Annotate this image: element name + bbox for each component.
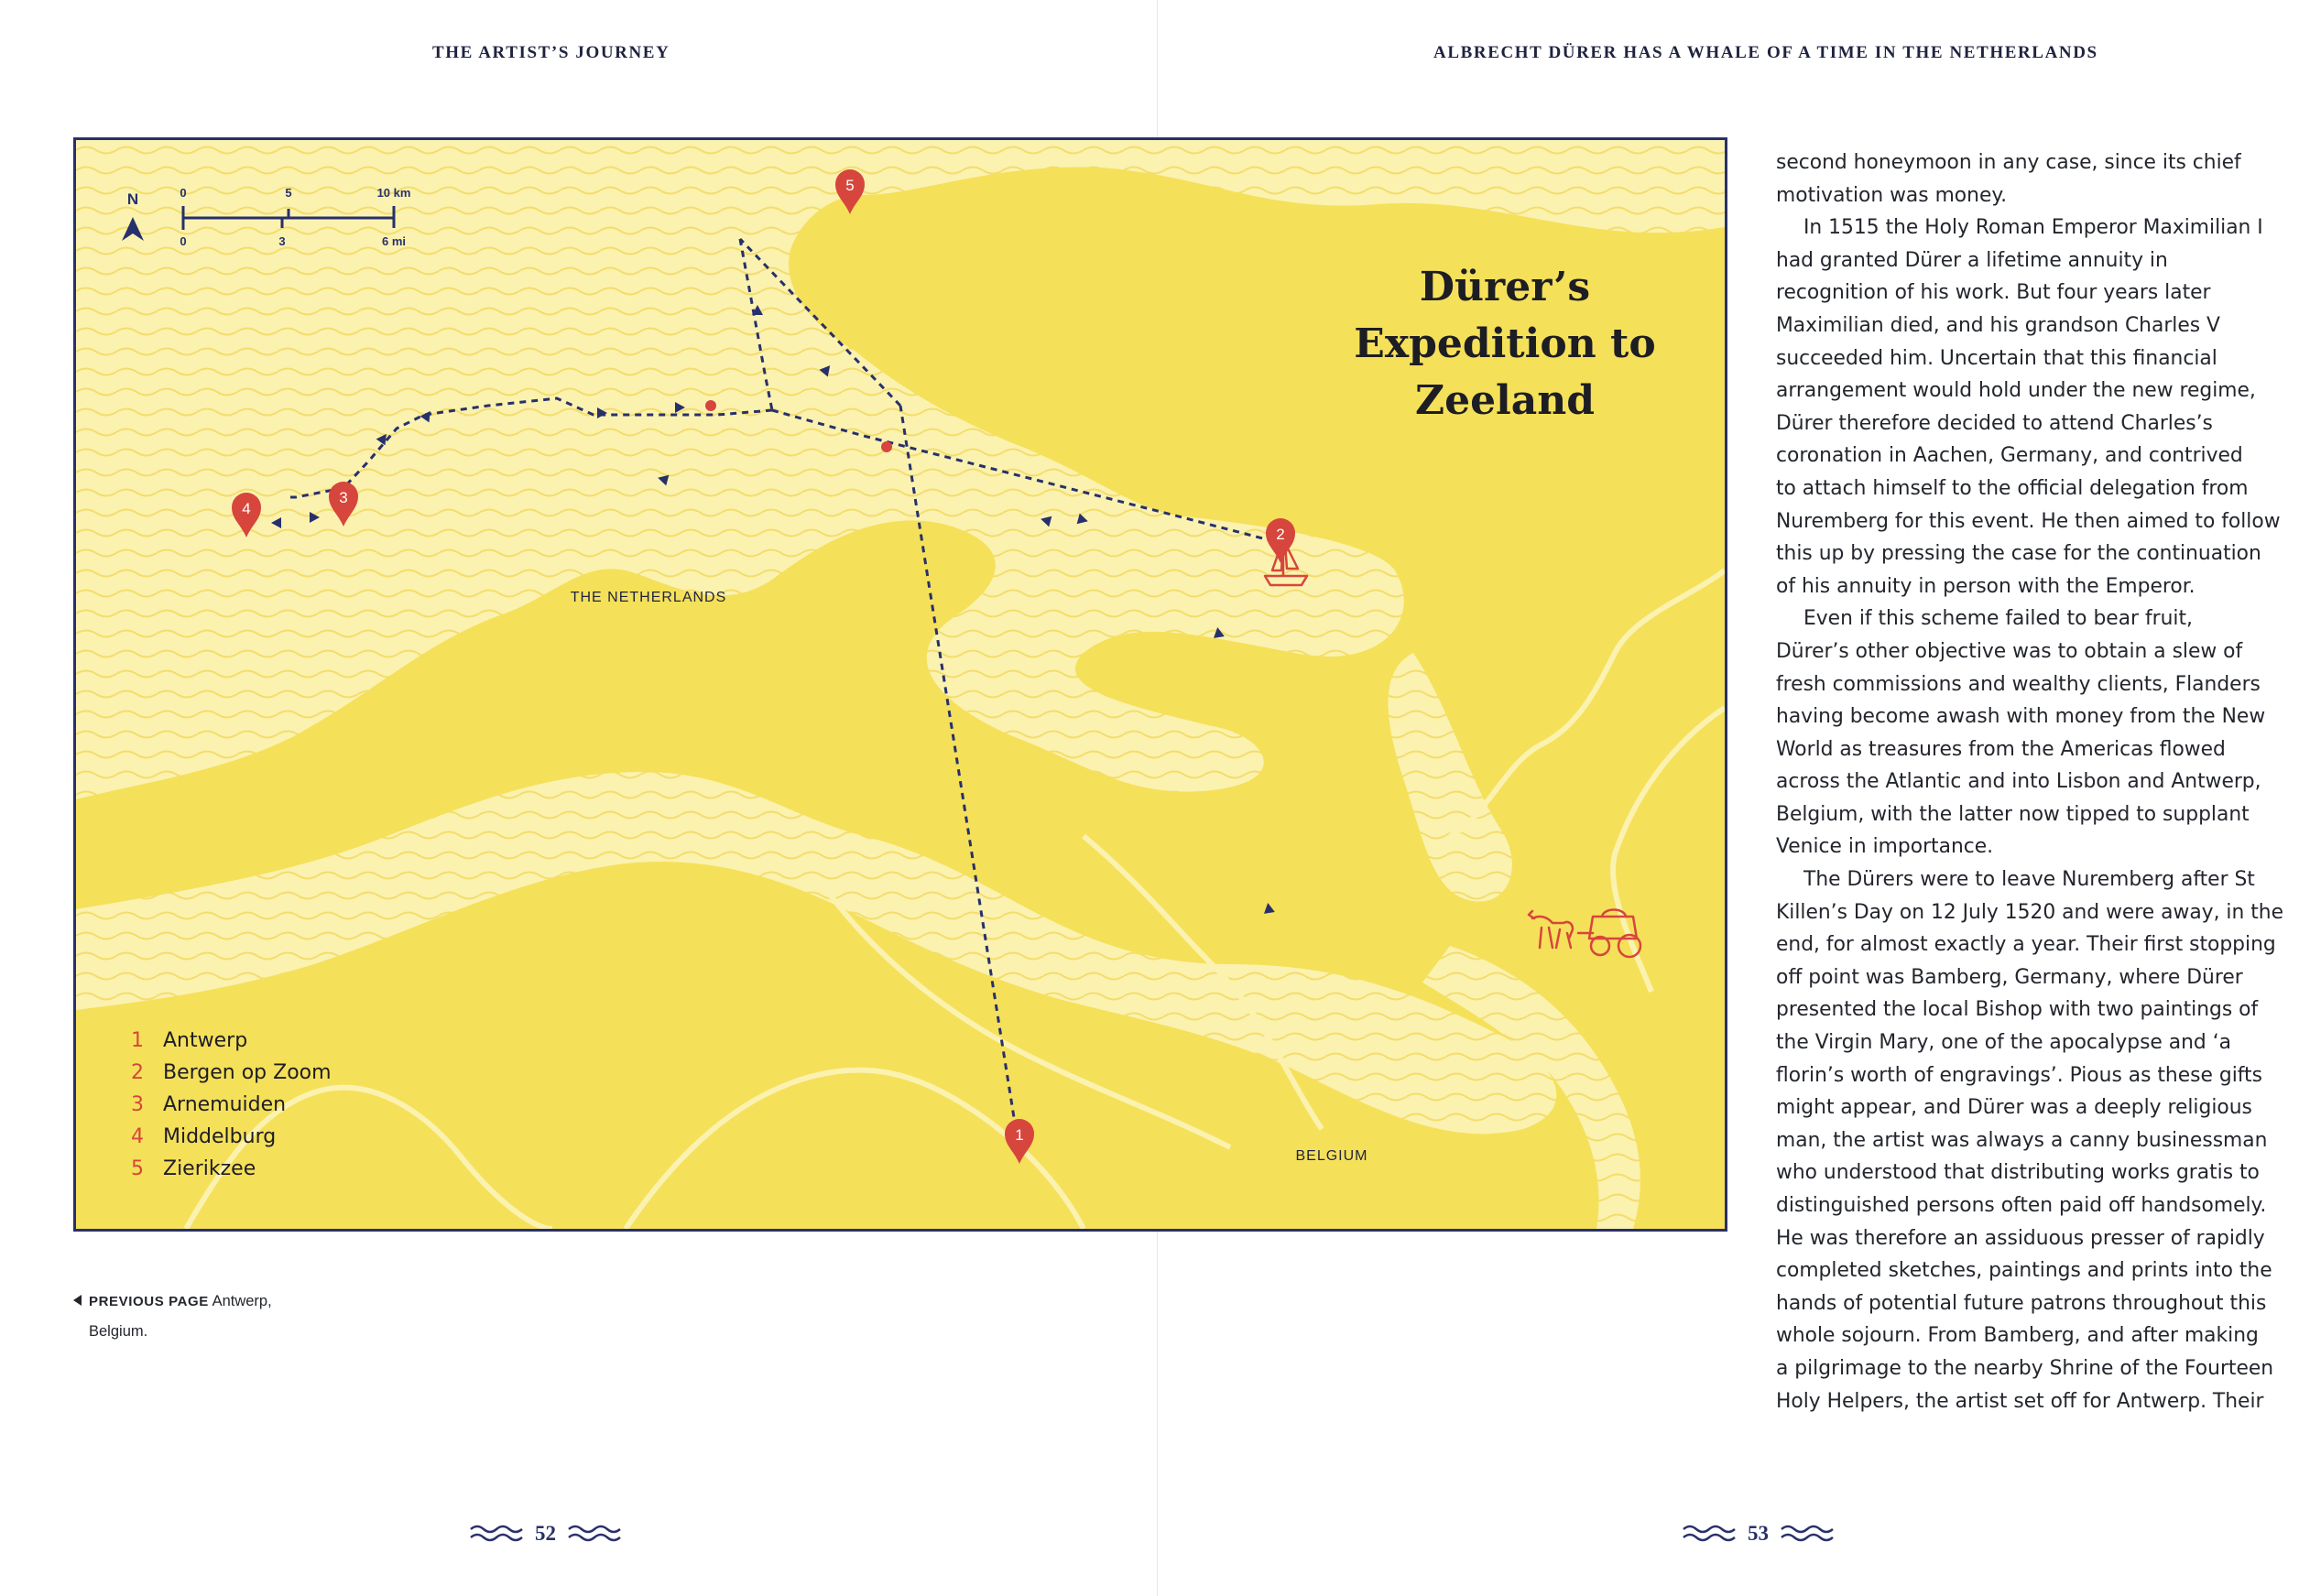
body-text-line: of his annuity in person with the Emperor. (1776, 574, 2195, 598)
eastern-inlet (1389, 653, 1512, 902)
wave-ornament-icon (567, 1524, 622, 1544)
page-number-right: 53 (1748, 1522, 1769, 1545)
body-text-line: Dürer therefore decided to attend Charles’s (1776, 411, 2213, 435)
caption-text-line-2: Belgium. (89, 1323, 148, 1340)
photo-caption (73, 1287, 272, 1346)
body-text-line: Holy Helpers, the artist set off for Antwerp. Their (1776, 1389, 2264, 1413)
body-text-line: might appear, and Dürer was a deeply religious (1776, 1096, 2252, 1120)
body-text-line: this up by pressing the case for the continuation (1776, 542, 2261, 566)
legend-place-3: Arnemuiden (163, 1093, 287, 1116)
waypoint-dot (705, 400, 716, 411)
legend-number-3: 3 (131, 1093, 144, 1116)
caption-text-line-1: Antwerp, (212, 1293, 272, 1309)
map-legend (131, 1029, 332, 1180)
wave-ornament-icon (1780, 1524, 1835, 1544)
body-text-line: Killen’s Day on 12 July 1520 and were away, in the (1776, 900, 2284, 924)
legend-number-2: 2 (131, 1061, 144, 1084)
scale-km-5: 5 (285, 186, 292, 200)
body-text (1776, 147, 2284, 1417)
scale-mi-3: 3 (278, 234, 286, 248)
body-text-line: motivation was money. (1776, 183, 2008, 207)
body-text-line: the Virgin Mary, one of the apocalypse and ‘a (1776, 1031, 2231, 1055)
caption-label: PREVIOUS PAGE (89, 1294, 209, 1309)
body-text-line: Maximilian died, and his grandson Charles V (1776, 313, 2220, 337)
body-text-line: succeeded him. Uncertain that this financial (1776, 346, 2217, 370)
right-running-head: ALBRECHT DÜRER HAS A WHALE OF A TIME IN THE NETHERLANDS (1433, 43, 2098, 62)
scale-mi-6: 6 mi (381, 234, 407, 248)
pin-zierikzee-number: 5 (845, 177, 855, 194)
body-text-line: across the Atlantic and into Lisbon and Antwerp, (1776, 770, 2261, 794)
body-text-line: fresh commissions and wealthy clients, Flanders (1776, 672, 2261, 696)
waypoint-dot (881, 441, 892, 452)
pin-antwerp-number: 1 (1015, 1126, 1024, 1144)
body-text-line: World as treasures from the Americas flowed (1776, 737, 2226, 761)
horse-drawn-carriage-icon (1529, 910, 1640, 958)
body-text-line: distinguished persons often paid off handsomely. (1776, 1194, 2267, 1217)
scale-km-0: 0 (180, 186, 187, 200)
legend-place-4: Middelburg (163, 1125, 277, 1148)
legend-place-1: Antwerp (163, 1029, 248, 1052)
legend-number-4: 4 (131, 1125, 144, 1148)
body-text-line: The Dürers were to leave Nuremberg after St (1803, 868, 2255, 892)
eastern-river (1613, 708, 1725, 992)
body-text-line: Venice in importance. (1776, 835, 1994, 859)
body-text-line: In 1515 the Holy Roman Emperor Maximilian I (1803, 216, 2263, 240)
scale-mi-0: 0 (180, 234, 187, 248)
body-text-line: whole sojourn. From Bamberg, and after making (1776, 1324, 2259, 1348)
body-text-line: having become awash with money from the New (1776, 705, 2266, 729)
body-text-line: to attach himself to the official delegation from (1776, 476, 2249, 500)
page-number-left: 52 (535, 1522, 556, 1545)
northern-sea-channel (76, 140, 1725, 799)
route-arrow (1262, 902, 1275, 914)
body-text-line: arrangement would hold under the new regime, (1776, 379, 2256, 403)
body-text-line: off point was Bamberg, Germany, where Dürer (1776, 965, 2243, 989)
folio-right (1682, 1522, 1835, 1546)
map-title-line-1: Dürer’s (1419, 264, 1591, 310)
legend-place-2: Bergen op Zoom (163, 1061, 332, 1084)
body-text-line: Belgium, with the latter now tipped to supplant (1776, 802, 2250, 826)
caret-left-icon (73, 1295, 82, 1306)
pin-zierikzee (835, 169, 865, 214)
compass-north-label: N (126, 190, 139, 208)
legend-number-5: 5 (131, 1157, 144, 1180)
pin-arnemuiden-number: 3 (339, 489, 348, 506)
body-text-line: Dürer’s other objective was to obtain a slew of (1776, 639, 2243, 663)
body-text-line: had granted Dürer a lifetime annuity in (1776, 248, 2168, 272)
pin-middelburg-number: 4 (242, 500, 251, 517)
pin-bergen-number: 2 (1276, 526, 1285, 543)
body-text-line: Nuremberg for this event. He then aimed to follow (1776, 509, 2281, 533)
body-text-line: second honeymoon in any case, since its chief (1776, 151, 2241, 174)
body-text-line: man, the artist was always a canny businessman (1776, 1128, 2268, 1152)
body-text-line: completed sketches, paintings and prints into the (1776, 1259, 2272, 1283)
body-text-line: a pilgrimage to the nearby Shrine of the Fourteen (1776, 1356, 2274, 1380)
body-text-line: presented the local Bishop with two paintings of (1776, 998, 2259, 1022)
label-belgium: BELGIUM (1295, 1148, 1368, 1164)
body-text-line: He was therefore an assiduous presser of rapidly (1776, 1226, 2265, 1250)
body-text-line: end, for almost exactly a year. Their first stopping (1776, 933, 2276, 957)
body-text-line: who understood that distributing works gratis to (1776, 1161, 2260, 1185)
legend-number-1: 1 (131, 1029, 144, 1052)
map-title-line-3: Zeeland (1414, 377, 1596, 424)
body-text-line: recognition of his work. But four years later (1776, 281, 2211, 305)
zeeland-map (73, 137, 1727, 1232)
body-text-line: coronation in Aachen, Germany, and contrived (1776, 444, 2243, 468)
scale-km-10: 10 km (376, 186, 411, 200)
body-text-line: Even if this scheme failed to bear fruit, (1803, 607, 2193, 631)
wave-ornament-icon (469, 1524, 524, 1544)
wave-ornament-icon (1682, 1524, 1737, 1544)
northeast-river (1450, 570, 1725, 836)
folio-left (469, 1522, 622, 1546)
label-the-netherlands: THE NETHERLANDS (570, 590, 727, 605)
map-title (1276, 259, 1727, 429)
legend-place-5: Zierikzee (163, 1157, 256, 1180)
map-title-line-2: Expedition to (1354, 320, 1656, 367)
body-text-line: florin’s worth of engravings’. Pious as these gifts (1776, 1063, 2262, 1087)
left-running-head: THE ARTIST’S JOURNEY (432, 43, 670, 62)
body-text-line: hands of potential future patrons throughout this (1776, 1291, 2267, 1315)
